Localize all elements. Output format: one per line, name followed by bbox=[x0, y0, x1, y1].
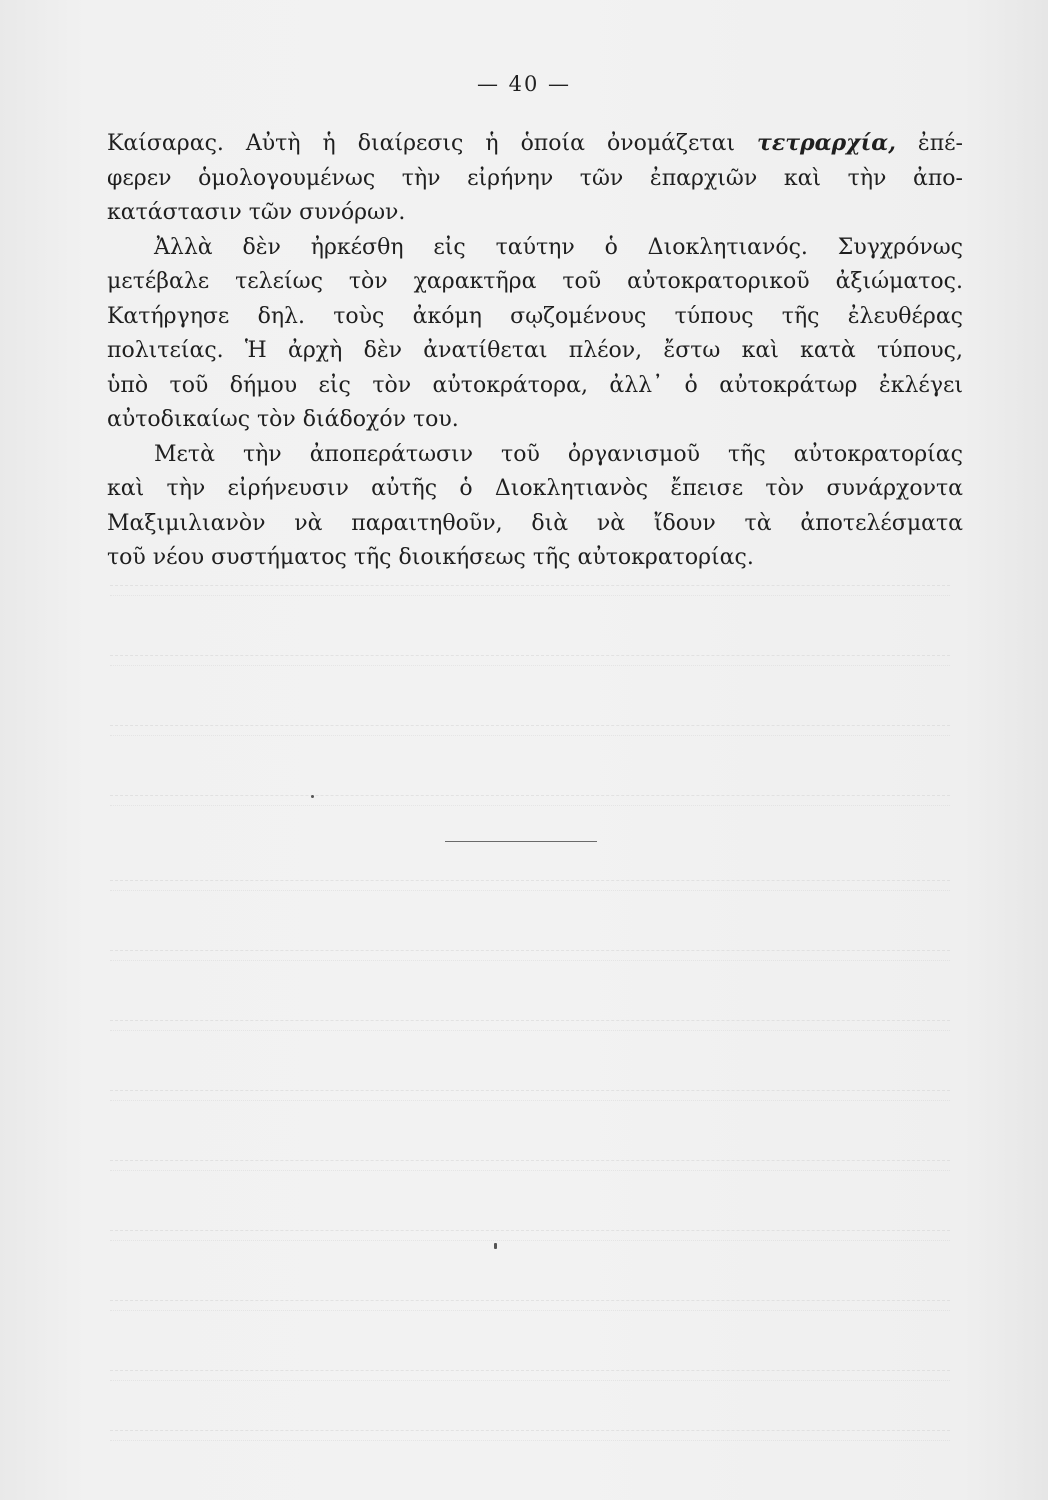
paragraph bbox=[107, 126, 963, 231]
text-line bbox=[107, 472, 963, 507]
emphasized-term: τετραρχία, bbox=[757, 130, 896, 156]
bleed-through bbox=[110, 1090, 950, 1101]
text-run: κατάστασιν τῶν συνόρων. bbox=[107, 200, 406, 225]
body-text bbox=[107, 126, 963, 576]
text-run: ὑπὸ τοῦ δήμου εἰς τὸν αὐτοκράτορα, ἀλλ᾽ ὁ αὐτοκράτωρ ἐκλέγει bbox=[107, 372, 963, 398]
text-run: Κατήργησε δηλ. τοὺς ἀκόμη σῳζομένους τύπους τῆς ἐλευθέρας bbox=[107, 303, 963, 329]
text-run: Μαξιμιλιανὸν νὰ παραιτηθοῦν, διὰ νὰ ἴδουν τὰ ἀποτελέσματα bbox=[107, 510, 963, 536]
text-line bbox=[107, 300, 963, 335]
print-speck bbox=[494, 1243, 497, 1249]
bleed-through bbox=[110, 950, 950, 961]
bleed-through bbox=[110, 1020, 950, 1031]
bleed-through bbox=[110, 1230, 950, 1241]
text-run: πολιτείας. Ἡ ἀρχὴ δὲν ἀνατίθεται πλέον, ἔστω καὶ κατὰ τύπους, bbox=[107, 338, 963, 363]
text-run: τοῦ νέου συστήματος τῆς διοικήσεως τῆς αὐτοκρατορίας. bbox=[107, 545, 754, 570]
text-line bbox=[107, 541, 963, 576]
text-line bbox=[107, 196, 963, 231]
text-line bbox=[107, 265, 963, 300]
bleed-through bbox=[110, 1300, 950, 1311]
text-run: Καίσαρας. Αὐτὴ ἡ διαίρεσις ἡ ὁποία ὀνομάζεται bbox=[107, 131, 758, 156]
text-run: αὐτοδικαίως τὸν διάδοχόν του. bbox=[107, 407, 459, 432]
section-divider bbox=[445, 841, 597, 842]
bleed-through bbox=[110, 1160, 950, 1171]
text-run: ἐπέ- bbox=[895, 131, 963, 156]
bleed-through bbox=[110, 725, 950, 736]
text-line bbox=[107, 438, 963, 473]
text-line bbox=[107, 507, 963, 542]
text-run: Ἀλλὰ δὲν ἠρκέσθη εἰς ταύτην ὁ Διοκλητιανός. Συγχρόνως bbox=[154, 234, 963, 260]
text-line bbox=[107, 403, 963, 438]
bleed-through bbox=[110, 585, 950, 596]
bleed-through bbox=[110, 795, 950, 806]
text-line bbox=[107, 369, 963, 404]
bleed-through bbox=[110, 880, 950, 891]
text-line bbox=[107, 162, 963, 197]
paragraph bbox=[107, 438, 963, 576]
text-run: καὶ τὴν εἰρήνευσιν αὐτῆς ὁ Διοκλητιανὸς ἔπεισε τὸν συνάρχοντα bbox=[107, 476, 963, 501]
text-line bbox=[107, 231, 963, 266]
text-line bbox=[107, 126, 963, 162]
text-run: μετέβαλε τελείως τὸν χαρακτῆρα τοῦ αὐτοκρατορικοῦ ἀξιώματος. bbox=[107, 269, 963, 294]
bleed-through bbox=[110, 1430, 950, 1441]
text-run: Μετὰ τὴν ἀποπεράτωσιν τοῦ ὀργανισμοῦ τῆς αὐτοκρατορίας bbox=[154, 441, 963, 467]
page-number: — 40 — bbox=[476, 72, 572, 96]
text-line bbox=[107, 334, 963, 369]
bleed-through bbox=[110, 1370, 950, 1381]
print-speck bbox=[311, 795, 314, 798]
paragraph bbox=[107, 231, 963, 438]
text-run: φερεν ὁμολογουμένως τὴν εἰρήνην τῶν ἐπαρχιῶν καὶ τὴν ἀπο- bbox=[107, 165, 963, 191]
bleed-through bbox=[110, 655, 950, 666]
